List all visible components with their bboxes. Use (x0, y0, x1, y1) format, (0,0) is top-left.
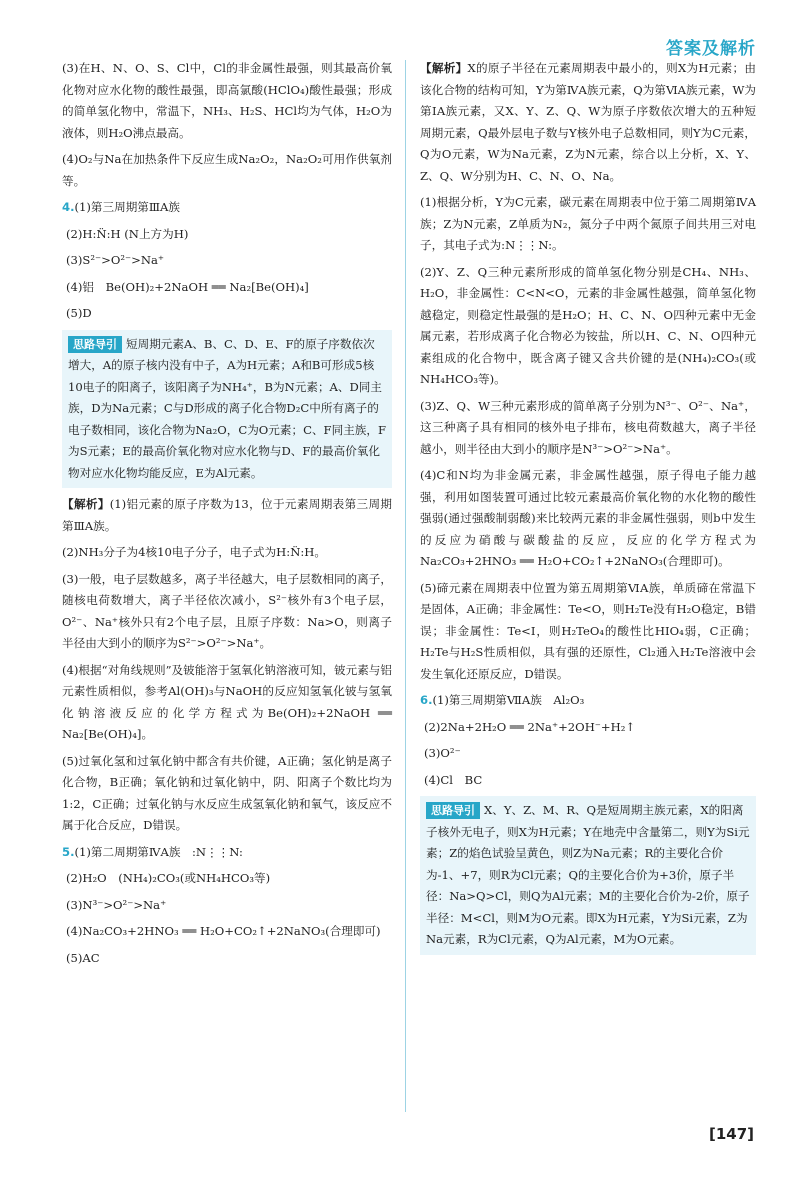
question-6-answer-2: (2)2Na+2H₂O ══ 2Na⁺+2OH⁻+H₂↑ (424, 719, 636, 734)
hint-tag: 思路导引 (68, 336, 122, 353)
question-5-answer-3: (3)N³⁻>O²⁻>Na⁺ (66, 897, 167, 912)
answer-text: (1)第二周期第ⅣA族 :N⋮⋮N: (74, 844, 243, 859)
question-number: 5. (62, 844, 75, 859)
answer-text: (1)第三周期第ⅢA族 (74, 200, 181, 214)
hint-tag: 思路导引 (426, 802, 480, 819)
column-divider (405, 60, 406, 1112)
question-5-answer-2: (2)H₂O (NH₄)₂CO₃(或NH₄HCO₃等) (66, 871, 271, 885)
analysis-paragraph (420, 58, 756, 187)
question-number: 6. (420, 693, 433, 707)
hint-box (420, 796, 756, 955)
analysis-text: X的原子半径在元素周期表中最小的，则X为H元素；由该化合物的结构可知，Y为第ⅣA族元素，Q为第ⅥA族元素，W为第ⅠA族元素，又X、Y、Z、Q、W为原子序数依次增大的五种短周期元素，Q最外层电子数与Y核外电子总数相同，则Y为C元素，Q为O元素，W为Na元素，Z为N元素，综合以上分析，X、Y、Z、Q、W分别为H、C、N、O、Na。 (420, 61, 756, 183)
question-4-answer-2: (2)H:N̈:H (N上方为H) (66, 226, 189, 241)
paragraph: (3)Z、Q、W三种元素形成的简单离子分别为N³⁻、O²⁻、Na⁺，这三种离子具有相同的核外电子排布，核电荷数越大，离子半径越小，则半径由大到小的顺序是N³⁻>O²⁻>Na⁺。 (420, 398, 756, 456)
question-5-answer-5: (5)AC (66, 950, 100, 965)
analysis-text: (1)铝元素的原子序数为13，位于元素周期表第三周期第ⅢA族。 (62, 497, 392, 533)
question-6-answer-4: (4)Cl BC (424, 772, 483, 787)
paragraph: (4)根据“对角线规则”及铍能溶于氢氧化钠溶液可知，铍元素与铝元素性质相似，参考Al(OH)₃与NaOH的反应知氢氧化铍与氢氧化钠溶液反应的化学方程式为Be(OH)₂+2NaOH ══ Na₂[Be(OH)₄]。 (62, 662, 392, 741)
question-6-answer-3: (3)O²⁻ (424, 746, 461, 760)
page-number: [147] (708, 1125, 754, 1143)
paragraph: (2)Y、Z、Q三种元素所形成的简单氢化物分别是CH₄、NH₃、H₂O，非金属性：C<N<O，元素的非金属性越强，简单氢化物越稳定，则稳定性最强的是H₂O；H、C、N、O四种元素中无金属元素，若形成离子化合物必为铵盐，所以H、C、N、O四种元素组成的化合物中，既含离子键又含共价键的是(NH₄)₂CO₃(或NH₄HCO₃等)。 (420, 264, 756, 386)
question-number: 4. (62, 200, 75, 214)
hint-box (62, 330, 392, 489)
paragraph: (5)过氧化氢和过氧化钠中都含有共价键，A正确；氢化钠是离子化合物，B正确；氧化钠和过氧化钠中，阴、阳离子个数比均为1:2，C正确；过氧化钠与水反应生成氢氧化钠和氧气，该反应不属于化合反应，D错误。 (62, 753, 392, 832)
paragraph: (5)碲元素在周期表中位置为第五周期第ⅥA族，单质碲在常温下是固体，A正确；非金属性：Te<O，则H₂Te没有H₂O稳定，B错误；非金属性：Te<I，则H₂TeO₄的酸性比HIO₄弱，C正确；H₂Te与H₂S性质相似，具有强的还原性，Cl₂通入H₂Te溶液中会发生氧化还原反应，D错误。 (420, 580, 756, 681)
page-header-title: 答案及解析 (666, 39, 756, 59)
question-4-answer-5: (5)D (66, 306, 92, 320)
question-4-answer-4: (4)铝 Be(OH)₂+2NaOH ══ Na₂[Be(OH)₄] (66, 279, 309, 294)
paragraph: (3)在H、N、O、S、Cl中，Cl的非金属性最强，则其最高价氧化物对应水化物的酸性最强，即高氯酸(HClO₄)酸性最强；形成的简单氢化物中，常温下，NH₃、H₂S、HCl均为气体，H₂O为液体，则H₂O沸点最高。 (62, 61, 392, 140)
question-4-answer-1 (62, 197, 392, 219)
answer-text: (1)第三周期第ⅦA族 Al₂O₃ (432, 693, 585, 707)
question-5-answer-4: (4)Na₂CO₃+2HNO₃ ══ H₂O+CO₂↑+2NaNO₃(合理即可) (66, 924, 381, 938)
question-6-answer-1 (420, 690, 756, 712)
hint-text: 短周期元素A、B、C、D、E、F的原子序数依次增大，A的原子核内没有中子，A为H元素；A和B可形成5核10电子的阳离子，该阳离子为NH₄⁺，B为N元素；A、D同主族，D为Na元素；C与D形成的离子化合物D₂C中所有离子的电子数相同，该化合物为Na₂O，C为O元素；C、F同主族，F为S元素；E的最高价氧化物对应水化物与D、F的最高价氧化物对应水化物均能反应，E为Al元素。 (68, 336, 387, 480)
paragraph: (2)NH₃分子为4核10电子分子，电子式为H:N̈:H。 (62, 545, 326, 559)
question-5-answer-1 (62, 842, 392, 864)
analysis-tag: 【解析】 (62, 497, 110, 511)
analysis-paragraph (62, 494, 392, 537)
hint-text: X、Y、Z、M、R、Q是短周期主族元素，X的阳离子核外无电子，则X为H元素；Y在地壳中含量第二，则Y为Si元素；Z的焰色试验呈黄色，则Z为Na元素；R的主要化合价为-1、+7，则R为Cl元素；Q的主要化合价为+3价，原子半径：Na>Q>Cl，则Q为Al元素；M的主要化合价为-2价，原子半径：M<Cl，则M为O元素。即X为H元素，Y为Si元素，Z为Na元素，R为Cl元素，Q为Al元素，M为O元素。 (426, 803, 750, 946)
analysis-tag: 【解析】 (420, 61, 468, 75)
left-column (62, 58, 392, 974)
right-column (420, 58, 756, 961)
paragraph: (4)C和N均为非金属元素，非金属性越强，原子得电子能力越强，利用如图装置可通过比较元素最高价氧化物的水化物的酸性强弱(通过强酸制弱酸)来比较两元素的非金属性强弱，则b中发生的反应为硝酸与碳酸盐的反应，反应的化学方程式为Na₂CO₃+2HNO₃ ══ H₂O+CO₂↑+2NaNO₃(合理即可)。 (420, 468, 756, 568)
question-4-answer-3: (3)S²⁻>O²⁻>Na⁺ (66, 253, 165, 267)
paragraph: (3)一般，电子层数越多，离子半径越大，电子层数相同的离子，随核电荷数增大，离子半径依次减小，S²⁻核外有3个电子层，O²⁻、Na⁺核外只有2个电子层，且原子序数：Na>O，则离子半径由大到小的顺序为S²⁻>O²⁻>Na⁺。 (62, 571, 392, 650)
paragraph: (4)O₂与Na在加热条件下反应生成Na₂O₂，Na₂O₂可用作供氧剂等。 (62, 152, 392, 188)
paragraph: (1)根据分析，Y为C元素，碳元素在周期表中位于第二周期第ⅣA族；Z为N元素，Z单质为N₂，氮分子中两个氮原子间共用三对电子，其电子式为:N⋮⋮N:。 (420, 195, 756, 252)
